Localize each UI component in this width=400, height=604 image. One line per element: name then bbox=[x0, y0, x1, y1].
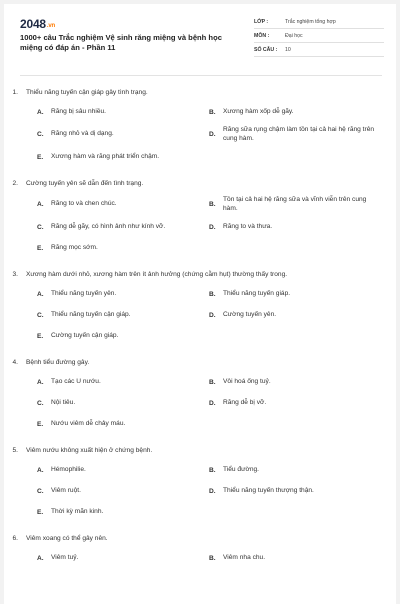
option-letter: C. bbox=[37, 311, 44, 319]
answer-option[interactable] bbox=[37, 126, 209, 143]
option-letter: E. bbox=[37, 508, 44, 516]
answer-option[interactable] bbox=[209, 396, 381, 410]
question-number: 5. bbox=[12, 446, 18, 454]
question-item bbox=[4, 443, 396, 519]
question-number: 6. bbox=[12, 534, 18, 542]
option-letter: D. bbox=[209, 311, 216, 319]
option-letter: B. bbox=[209, 378, 216, 386]
answer-option[interactable] bbox=[37, 505, 209, 519]
answer-option[interactable] bbox=[37, 329, 209, 343]
question-text: Thiểu năng tuyến cận giáp gây tình trạng. bbox=[26, 88, 148, 96]
question-number: 1. bbox=[12, 88, 18, 96]
question-text: Bệnh tiểu đường gây. bbox=[26, 358, 90, 366]
option-text: Răng sữa rụng chậm làm tồn tại cả hai hệ răng trên cung hàm. bbox=[223, 126, 375, 142]
meta-label: SỐ CÂU : bbox=[254, 47, 278, 54]
option-letter: D. bbox=[209, 223, 216, 231]
option-letter: B. bbox=[209, 201, 216, 209]
page-header bbox=[4, 4, 396, 64]
option-text: Nội tiêu. bbox=[51, 399, 76, 407]
logo-suffix: .vn bbox=[46, 23, 55, 29]
quiz-meta bbox=[254, 16, 384, 59]
option-text: Răng bị sâu nhiều. bbox=[51, 107, 106, 115]
question-text: Xương hàm dưới nhỏ, xương hàm trên ít ảnh hưởng (chứng cằm hụt) thường thấy trong. bbox=[26, 270, 288, 278]
option-letter: B. bbox=[209, 466, 216, 474]
option-text: Thời kỳ mãn kinh. bbox=[51, 508, 104, 516]
option-text: Thiểu năng tuyến cận giáp. bbox=[51, 311, 131, 319]
answer-option[interactable] bbox=[37, 375, 209, 389]
option-letter: A. bbox=[37, 554, 44, 562]
answer-option[interactable] bbox=[209, 375, 381, 389]
answer-option[interactable] bbox=[37, 105, 209, 119]
question-stem bbox=[4, 443, 396, 457]
option-text: Tiểu đường. bbox=[223, 466, 259, 474]
answer-option[interactable] bbox=[209, 220, 381, 234]
quiz-page bbox=[4, 4, 396, 604]
answer-option[interactable] bbox=[209, 551, 381, 565]
meta-label: MÔN : bbox=[254, 33, 270, 40]
option-letter: A. bbox=[37, 378, 44, 386]
option-letter: D. bbox=[209, 399, 216, 407]
option-text: Cường tuyến cận giáp. bbox=[51, 332, 119, 340]
answer-option[interactable] bbox=[37, 551, 209, 565]
option-letter: D. bbox=[209, 487, 216, 495]
option-letter: C. bbox=[37, 223, 44, 231]
option-letter: A. bbox=[37, 108, 44, 116]
meta-value: Trắc nghiệm tổng hợp bbox=[285, 19, 336, 25]
option-text: Viêm tuỷ. bbox=[51, 554, 79, 562]
answer-option[interactable] bbox=[37, 241, 209, 255]
option-letter: E. bbox=[37, 420, 44, 428]
question-number: 3. bbox=[12, 270, 18, 278]
option-letter: E. bbox=[37, 244, 44, 252]
logo-text: 2048 bbox=[20, 17, 46, 31]
option-letter: C. bbox=[37, 487, 44, 495]
answer-option[interactable] bbox=[37, 396, 209, 410]
option-text: Răng nhỏ và dị dạng. bbox=[51, 130, 114, 138]
option-letter: C. bbox=[37, 131, 44, 139]
question-stem bbox=[4, 531, 396, 545]
answer-option[interactable] bbox=[37, 196, 209, 213]
question-text: Viêm nướu không xuất hiện ở chứng bệnh. bbox=[26, 446, 153, 454]
page-title: 1000+ câu Trắc nghiệm Vệ sinh răng miệng và bệnh học miệng có đáp án - Phần 11 bbox=[20, 33, 222, 52]
option-letter: A. bbox=[37, 290, 44, 298]
header-divider bbox=[20, 75, 382, 76]
meta-row-class bbox=[254, 16, 384, 29]
option-text: Răng dễ gãy, có hình ảnh như kính vỡ. bbox=[51, 223, 166, 231]
answer-option[interactable] bbox=[209, 308, 381, 322]
answer-options bbox=[37, 375, 396, 431]
question-item bbox=[4, 176, 396, 255]
answer-options bbox=[37, 551, 396, 565]
question-stem bbox=[4, 176, 396, 190]
option-text: Răng mọc sớm. bbox=[51, 244, 98, 252]
site-logo[interactable] bbox=[20, 17, 55, 31]
answer-option[interactable] bbox=[37, 308, 209, 322]
option-letter: B. bbox=[209, 108, 216, 116]
answer-option[interactable] bbox=[37, 463, 209, 477]
question-list bbox=[4, 85, 396, 577]
answer-option[interactable] bbox=[209, 126, 381, 143]
option-text: Nướu viêm dễ chảy máu. bbox=[51, 420, 126, 428]
meta-row-count bbox=[254, 44, 384, 57]
question-stem bbox=[4, 85, 396, 99]
option-letter: A. bbox=[37, 201, 44, 209]
option-text: Răng dễ bị vỡ. bbox=[223, 399, 267, 407]
option-letter: B. bbox=[209, 554, 216, 562]
option-letter: A. bbox=[37, 466, 44, 474]
meta-value: 10 bbox=[285, 47, 291, 54]
option-letter: E. bbox=[37, 153, 44, 161]
option-text: Tạo các U nướu. bbox=[51, 378, 101, 386]
option-text: Xương hàm và răng phát triển chậm. bbox=[51, 152, 160, 160]
meta-value: Đại học bbox=[285, 33, 303, 40]
option-text: Răng to và chen chúc. bbox=[51, 200, 117, 208]
option-text: Thiểu năng tuyến yên. bbox=[51, 290, 117, 298]
option-letter: E. bbox=[37, 332, 44, 340]
option-text: Hémophilie. bbox=[51, 466, 86, 474]
option-text: Thiểu năng tuyến giáp. bbox=[223, 290, 291, 298]
answer-options bbox=[37, 105, 396, 164]
option-letter: B. bbox=[209, 290, 216, 298]
question-item bbox=[4, 267, 396, 343]
answer-option[interactable] bbox=[37, 150, 209, 164]
question-text: Viêm xoang có thể gây nên. bbox=[26, 534, 108, 542]
answer-option[interactable] bbox=[37, 220, 209, 234]
answer-options bbox=[37, 196, 396, 255]
answer-option[interactable] bbox=[209, 196, 381, 213]
option-text: Viêm nha chu. bbox=[223, 554, 266, 562]
answer-options bbox=[37, 287, 396, 343]
question-stem bbox=[4, 355, 396, 369]
option-text: Thiểu năng tuyến thượng thận. bbox=[223, 487, 314, 495]
option-text: Viêm ruột. bbox=[51, 487, 81, 495]
answer-option[interactable] bbox=[37, 484, 209, 498]
answer-options bbox=[37, 463, 396, 519]
option-text: Tồn tại cả hai hệ răng sữa và vĩnh viễn trên cung hàm. bbox=[223, 196, 367, 212]
question-item bbox=[4, 355, 396, 431]
option-text: Cường tuyến yên. bbox=[223, 311, 277, 319]
question-item bbox=[4, 531, 396, 565]
option-text: Xương hàm xốp dễ gãy. bbox=[223, 107, 294, 115]
question-number: 2. bbox=[12, 179, 18, 187]
question-text: Cường tuyến yên sẽ dẫn đến tình trạng. bbox=[26, 179, 144, 187]
answer-option[interactable] bbox=[209, 105, 381, 119]
meta-row-subject bbox=[254, 30, 384, 43]
option-letter: C. bbox=[37, 399, 44, 407]
option-text: Răng to và thưa. bbox=[223, 223, 273, 231]
option-text: Vôi hoá ống tuỷ. bbox=[223, 378, 271, 386]
question-stem bbox=[4, 267, 396, 281]
answer-option[interactable] bbox=[37, 417, 209, 431]
answer-option[interactable] bbox=[209, 463, 381, 477]
answer-option[interactable] bbox=[37, 287, 209, 301]
option-letter: D. bbox=[209, 131, 216, 139]
answer-option[interactable] bbox=[209, 484, 381, 498]
meta-label: LỚP : bbox=[254, 19, 269, 25]
question-item bbox=[4, 85, 396, 164]
answer-option[interactable] bbox=[209, 287, 381, 301]
question-number: 4. bbox=[12, 358, 18, 366]
